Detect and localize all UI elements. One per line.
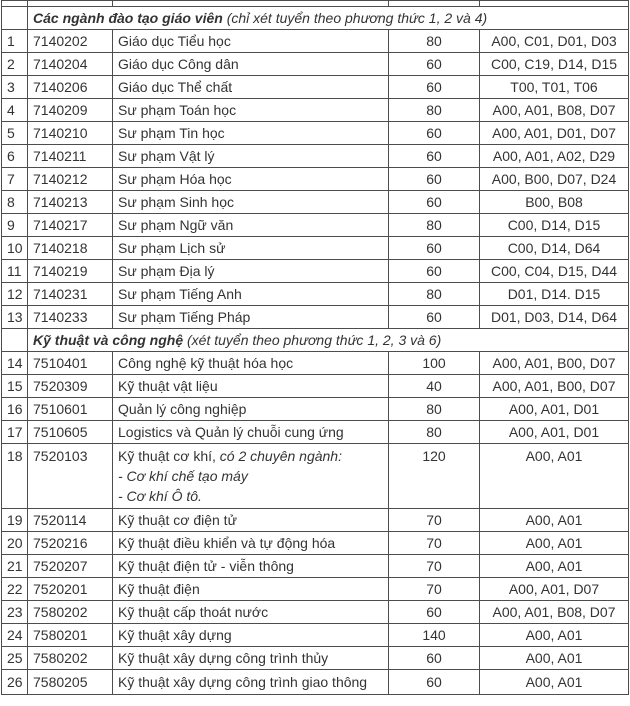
cell-combos: A00, A01, B00, D07 (480, 375, 629, 398)
cell-empty (2, 7, 28, 30)
cell-stt: 18 (2, 444, 28, 509)
table-row (2, 53, 629, 76)
table-row (2, 122, 629, 145)
cell-stt: 23 (2, 601, 28, 624)
cell-combos: D01, D14. D15 (480, 283, 629, 306)
cell-stt: 3 (2, 76, 28, 99)
table-row (2, 670, 629, 695)
cell-quota: 80 (389, 421, 480, 444)
cell-code: 7140212 (28, 168, 113, 191)
cell-quota: 80 (389, 214, 480, 237)
cell-combos: A00, A01, B08, D07 (480, 99, 629, 122)
section-title: Các ngành đào tạo giáo viên (33, 10, 223, 26)
cell-quota: 70 (389, 532, 480, 555)
cell-name: Công nghệ kỹ thuật hóa học (113, 352, 389, 375)
section-title: Kỹ thuật và công nghệ (33, 332, 184, 348)
cell-name: Kỹ thuật cơ điện tử (113, 509, 389, 532)
cell-quota: 70 (389, 578, 480, 601)
cell-code: 7140219 (28, 260, 113, 283)
cell-code: 7140209 (28, 99, 113, 122)
cell-stt: 10 (2, 237, 28, 260)
cell-name: Kỹ thuật cấp thoát nước (113, 601, 389, 624)
cell-name (113, 444, 389, 509)
cell-quota: 70 (389, 509, 480, 532)
table-row (2, 647, 629, 670)
table-row (2, 509, 629, 532)
table-row (2, 214, 629, 237)
cell-code: 7520309 (28, 375, 113, 398)
cell-combos: A00, A01, D07 (480, 578, 629, 601)
cell-code: 7140233 (28, 306, 113, 329)
cell-quota: 80 (389, 283, 480, 306)
cell-stt: 21 (2, 555, 28, 578)
cell-stt: 15 (2, 375, 28, 398)
table-row (2, 578, 629, 601)
table-row (2, 421, 629, 444)
cell-name: Sư phạm Hóa học (113, 168, 389, 191)
cell-stt: 25 (2, 647, 28, 670)
cell-stt: 11 (2, 260, 28, 283)
cell-stt: 7 (2, 168, 28, 191)
table-row (2, 624, 629, 647)
cell-quota: 60 (389, 647, 480, 670)
cell-quota: 60 (389, 260, 480, 283)
cell-combos: A00, A01 (480, 509, 629, 532)
cell-code: 7510401 (28, 352, 113, 375)
table-row (2, 601, 629, 624)
cell-name: Kỹ thuật vật liệu (113, 375, 389, 398)
cell-name: Sư phạm Địa lý (113, 260, 389, 283)
cell-name: Sư phạm Toán học (113, 99, 389, 122)
cell-quota: 60 (389, 601, 480, 624)
cell-code: 7580202 (28, 647, 113, 670)
cell-code: 7520103 (28, 444, 113, 509)
section-note: (chỉ xét tuyển theo phương thức 1, 2 và 4) (222, 10, 488, 26)
cell-combos: C00, C19, D14, D15 (480, 53, 629, 76)
section-note: (xét tuyển theo phương thức 1, 2, 3 và 6) (183, 332, 442, 348)
table-row (2, 352, 629, 375)
cell-stt: 4 (2, 99, 28, 122)
cell-name: Sư phạm Tiếng Anh (113, 283, 389, 306)
cell-code: 7520201 (28, 578, 113, 601)
cell-combos: A00, A01, D01 (480, 421, 629, 444)
cell-combos: A00, A01 (480, 647, 629, 670)
section-title-cell (28, 329, 629, 352)
cell-combos: A00, C01, D01, D03 (480, 30, 629, 53)
cell-quota: 80 (389, 398, 480, 421)
cell-stt: 5 (2, 122, 28, 145)
cell-stt: 1 (2, 30, 28, 53)
cell-quota: 60 (389, 122, 480, 145)
cell-code: 7140231 (28, 283, 113, 306)
cell-stt: 9 (2, 214, 28, 237)
cell-stt: 12 (2, 283, 28, 306)
cell-quota: 80 (389, 99, 480, 122)
cell-name: Kỹ thuật xây dựng (113, 624, 389, 647)
cell-quota: 140 (389, 624, 480, 647)
cell-code: 7140206 (28, 76, 113, 99)
cell-name: Kỹ thuật điện tử - viễn thông (113, 555, 389, 578)
table-row (2, 444, 629, 509)
table-row (2, 532, 629, 555)
cell-code: 7140218 (28, 237, 113, 260)
cell-stt: 2 (2, 53, 28, 76)
table-row (2, 306, 629, 329)
cell-quota: 80 (389, 30, 480, 53)
major-note: có 2 chuyên ngành: (215, 448, 342, 464)
specialization-2: - Cơ khí Ô tô. (118, 488, 202, 504)
cell-code: 7580202 (28, 601, 113, 624)
cell-combos: A00, A01 (480, 670, 629, 695)
cell-code: 7140202 (28, 30, 113, 53)
cell-combos: A00, A01, B08, D07 (480, 601, 629, 624)
cell-stt: 14 (2, 352, 28, 375)
cell-combos: T00, T01, T06 (480, 76, 629, 99)
admissions-table-body (2, 1, 629, 695)
cell-combos: A00, A01, D01, D07 (480, 122, 629, 145)
section-header-engineering (2, 329, 629, 352)
cell-combos: C00, C04, D15, D44 (480, 260, 629, 283)
cell-stt: 6 (2, 145, 28, 168)
cell-name: Sư phạm Ngữ văn (113, 214, 389, 237)
cell-code: 7510601 (28, 398, 113, 421)
cell-code: 7510605 (28, 421, 113, 444)
cell-code: 7520114 (28, 509, 113, 532)
cell-code: 7140213 (28, 191, 113, 214)
cell-name: Kỹ thuật xây dựng công trình thủy (113, 647, 389, 670)
cell-name: Kỹ thuật xây dựng công trình giao thông (113, 670, 389, 695)
cell-combos: A00, A01 (480, 532, 629, 555)
cell-stt: 8 (2, 191, 28, 214)
table-row (2, 237, 629, 260)
cell-stt: 13 (2, 306, 28, 329)
cell-code: 7580205 (28, 670, 113, 695)
cell-quota: 60 (389, 670, 480, 695)
cell-combos: A00, B00, D07, D24 (480, 168, 629, 191)
cell-name: Sư phạm Tin học (113, 122, 389, 145)
table-row (2, 168, 629, 191)
cell-quota: 40 (389, 375, 480, 398)
cell-combos: A00, A01, D01 (480, 398, 629, 421)
cell-name: Logistics và Quản lý chuỗi cung ứng (113, 421, 389, 444)
cell-code: 7140217 (28, 214, 113, 237)
cell-combos: A00, A01, A02, D29 (480, 145, 629, 168)
cell-combos: A00, A01 (480, 444, 629, 509)
cell-combos: B00, B08 (480, 191, 629, 214)
cell-quota: 60 (389, 168, 480, 191)
cell-code: 7580201 (28, 624, 113, 647)
cell-combos: C00, D14, D64 (480, 237, 629, 260)
cell-quota: 100 (389, 352, 480, 375)
specialization-1: - Cơ khí chế tạo máy (118, 468, 248, 484)
cell-code: 7520216 (28, 532, 113, 555)
cell-name: Sư phạm Lịch sử (113, 237, 389, 260)
admissions-table (1, 0, 629, 695)
cell-quota: 60 (389, 76, 480, 99)
cell-empty (2, 329, 28, 352)
cell-combos: A00, A01, B00, D07 (480, 352, 629, 375)
cell-stt: 19 (2, 509, 28, 532)
cell-quota: 60 (389, 306, 480, 329)
cell-stt: 20 (2, 532, 28, 555)
cell-code: 7140204 (28, 53, 113, 76)
cell-quota: 120 (389, 444, 480, 509)
section-title-cell (28, 7, 629, 30)
cell-code: 7140210 (28, 122, 113, 145)
cell-code: 7520207 (28, 555, 113, 578)
cell-combos: C00, D14, D15 (480, 214, 629, 237)
cell-quota: 60 (389, 237, 480, 260)
cell-quota: 70 (389, 555, 480, 578)
table-row (2, 398, 629, 421)
cell-name: Kỹ thuật điều khiển và tự động hóa (113, 532, 389, 555)
cell-stt: 17 (2, 421, 28, 444)
cell-name: Giáo dục Công dân (113, 53, 389, 76)
table-row (2, 76, 629, 99)
table-row (2, 99, 629, 122)
table-row (2, 145, 629, 168)
cell-combos: D01, D03, D14, D64 (480, 306, 629, 329)
cell-name: Sư phạm Tiếng Pháp (113, 306, 389, 329)
cell-stt: 16 (2, 398, 28, 421)
cell-quota: 60 (389, 191, 480, 214)
cell-combos: A00, A01 (480, 555, 629, 578)
table-row (2, 375, 629, 398)
cell-name: Sư phạm Sinh học (113, 191, 389, 214)
table-row (2, 260, 629, 283)
table-row (2, 30, 629, 53)
major-name: Kỹ thuật cơ khí, (118, 448, 216, 464)
cell-combos: A00, A01 (480, 624, 629, 647)
table-row (2, 555, 629, 578)
cell-quota: 60 (389, 145, 480, 168)
cell-name: Giáo dục Tiểu học (113, 30, 389, 53)
cell-name: Sư phạm Vật lý (113, 145, 389, 168)
cell-stt: 26 (2, 670, 28, 695)
cell-stt: 22 (2, 578, 28, 601)
cell-quota: 60 (389, 53, 480, 76)
cell-stt: 24 (2, 624, 28, 647)
cell-code: 7140211 (28, 145, 113, 168)
table-row (2, 191, 629, 214)
cell-name: Giáo dục Thể chất (113, 76, 389, 99)
cell-name: Kỹ thuật điện (113, 578, 389, 601)
section-header-teacher-training (2, 7, 629, 30)
cell-name: Quản lý công nghiệp (113, 398, 389, 421)
table-row (2, 283, 629, 306)
